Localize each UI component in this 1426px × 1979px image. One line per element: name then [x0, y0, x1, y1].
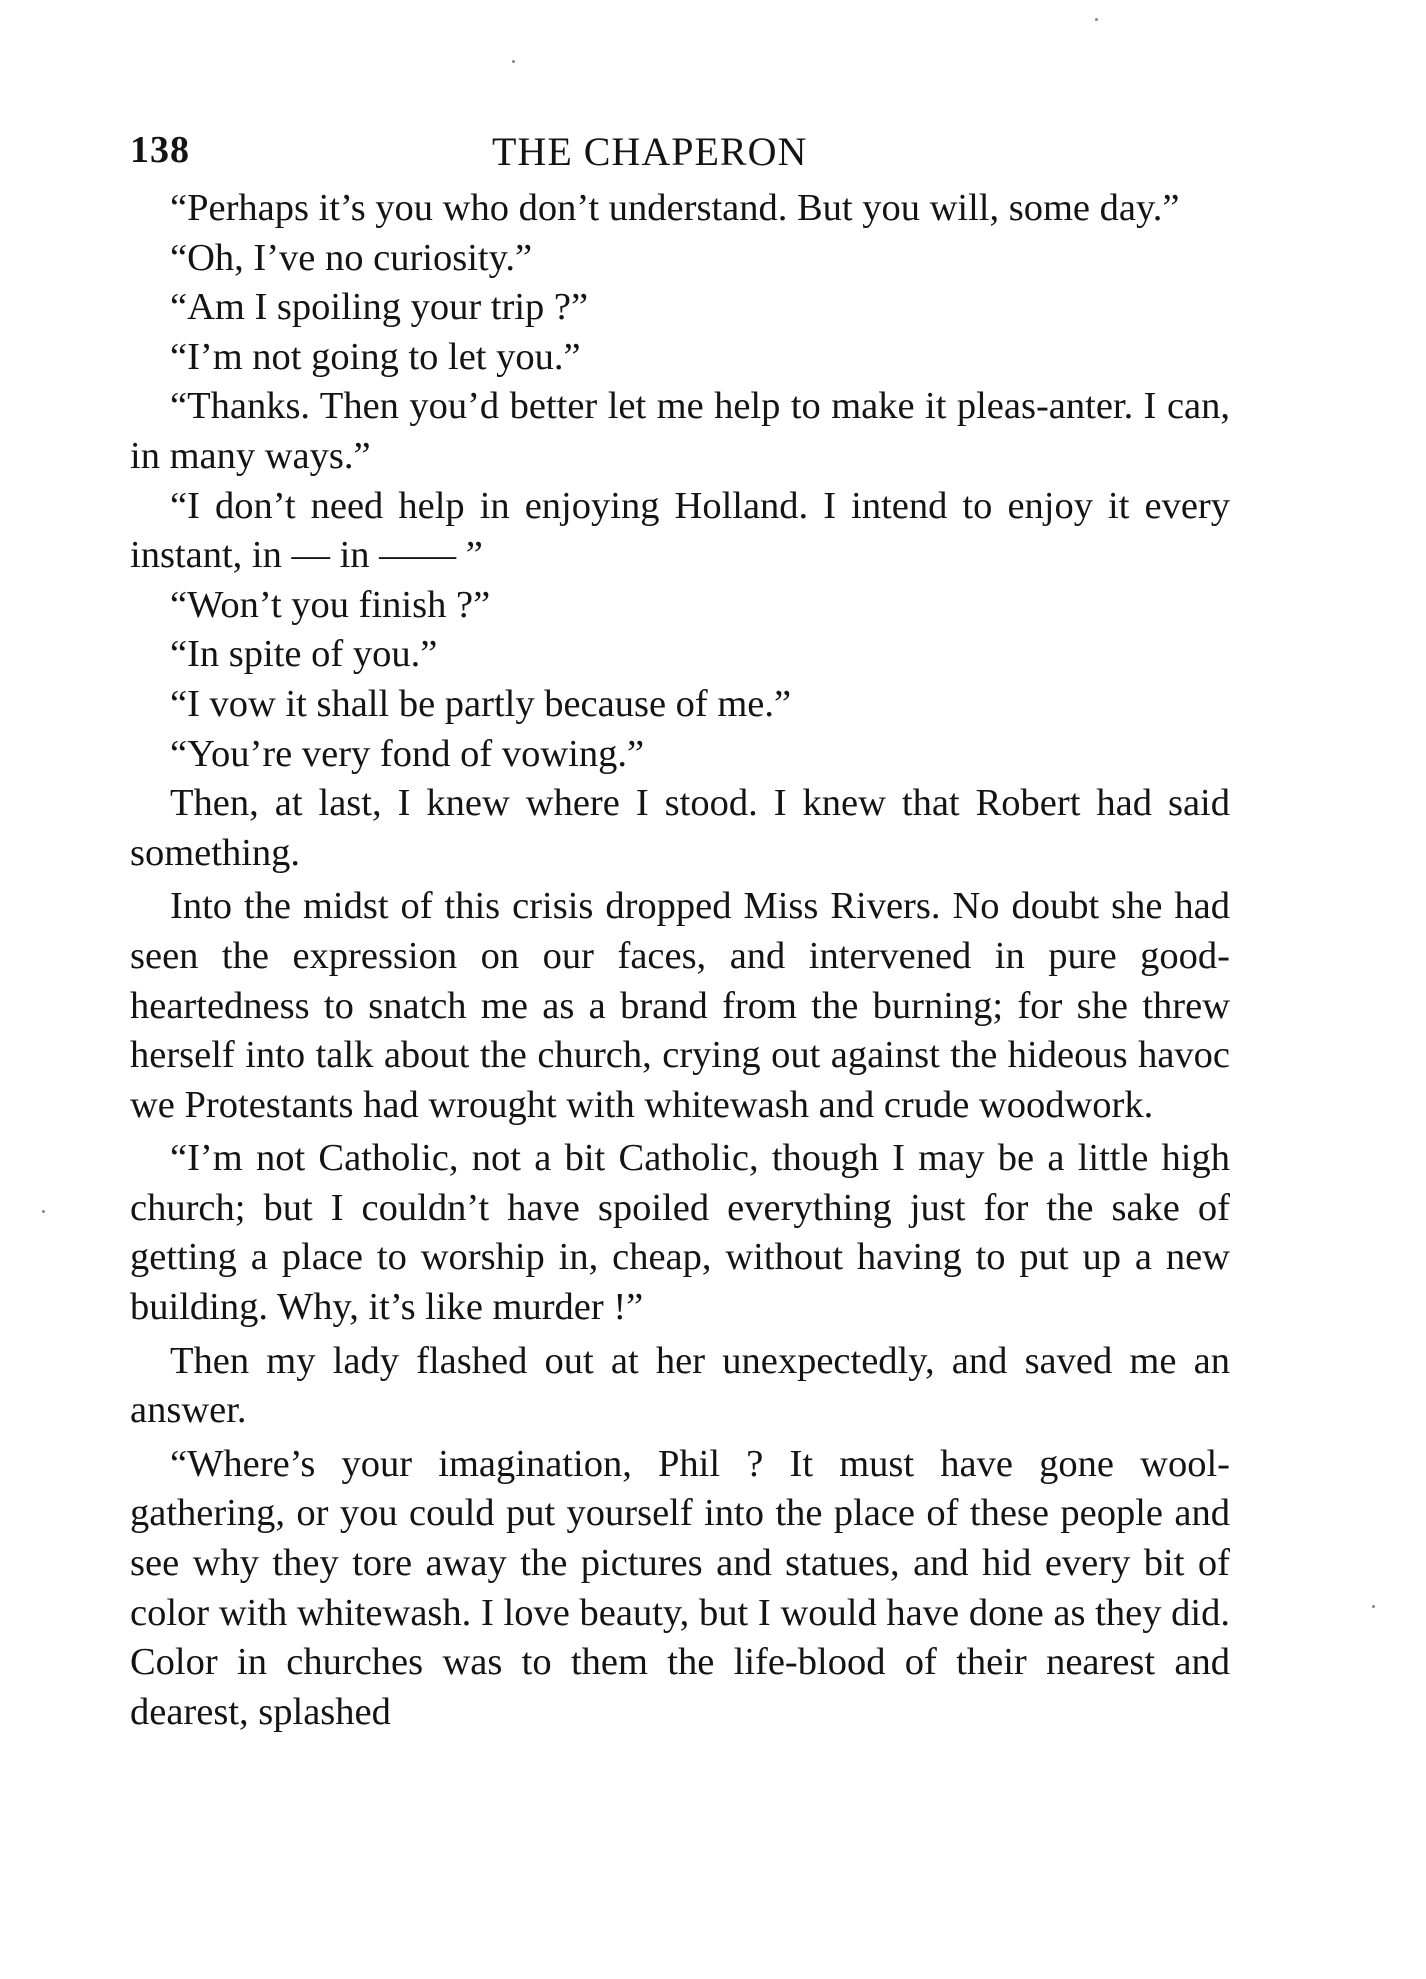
body-text: [130, 184, 1230, 1737]
paragraph: “I’m not going to let you.”: [170, 335, 581, 378]
paragraph: “Where’s your imagination, Phil ? It must have gone wool-gathering, or you could put yourself into the place of these people and see why they tore away the pictures and statues, and hid every bit of color with whitewash. I love beauty, but I would have done as they did. Color in churches was to them the life-blood of their nearest and dearest, splashed: [130, 1442, 1230, 1733]
paragraph: Then, at last, I knew where I stood. I knew that Robert had said something.: [130, 782, 1230, 874]
paragraph: “I vow it shall be partly because of me.”: [170, 682, 792, 725]
running-title: THE CHAPERON: [492, 129, 808, 174]
paper-speck: [512, 60, 515, 63]
paragraph: “You’re very fond of vowing.”: [170, 732, 645, 775]
running-head: [130, 128, 1230, 178]
paper-speck: [42, 1210, 45, 1213]
paragraph: “Perhaps it’s you who don’t understand. But you will, some day.”: [170, 187, 1180, 229]
paper-speck: [1095, 18, 1098, 21]
paragraph: Then my lady flashed out at her unexpectedly, and saved me an answer.: [130, 1339, 1230, 1432]
paragraph: “Oh, I’ve no curiosity.”: [170, 236, 533, 279]
paragraph: Into the midst of this crisis dropped Miss Rivers. No doubt she had seen the expression on our faces, and intervened in pure good-heartedness to snatch me as a brand from the burning; for she threw herself into talk about the church, crying out against the hideous havoc we Protestants had wrought with whitewash and crude woodwork.: [130, 885, 1230, 1126]
paragraph: “I don’t need help in enjoying Holland. I intend to enjoy it every instant, in — in —— ”: [130, 484, 1230, 577]
paragraph: “Am I spoiling your trip ?”: [170, 286, 589, 329]
paper-speck: [1372, 1605, 1375, 1608]
paragraph: “In spite of you.”: [170, 633, 438, 676]
paragraph: “Won’t you finish ?”: [170, 583, 491, 626]
page-number: 138: [130, 129, 190, 171]
paragraph: “I’m not Catholic, not a bit Catholic, though I may be a little high church; but I couldn’t have spoiled everything just for the sake of getting a place to worship in, cheap, without having to put up a new building. Why, it’s like murder !”: [130, 1137, 1230, 1329]
paragraph: “Thanks. Then you’d better let me help to make it pleas-anter. I can, in many ways.”: [130, 385, 1230, 477]
